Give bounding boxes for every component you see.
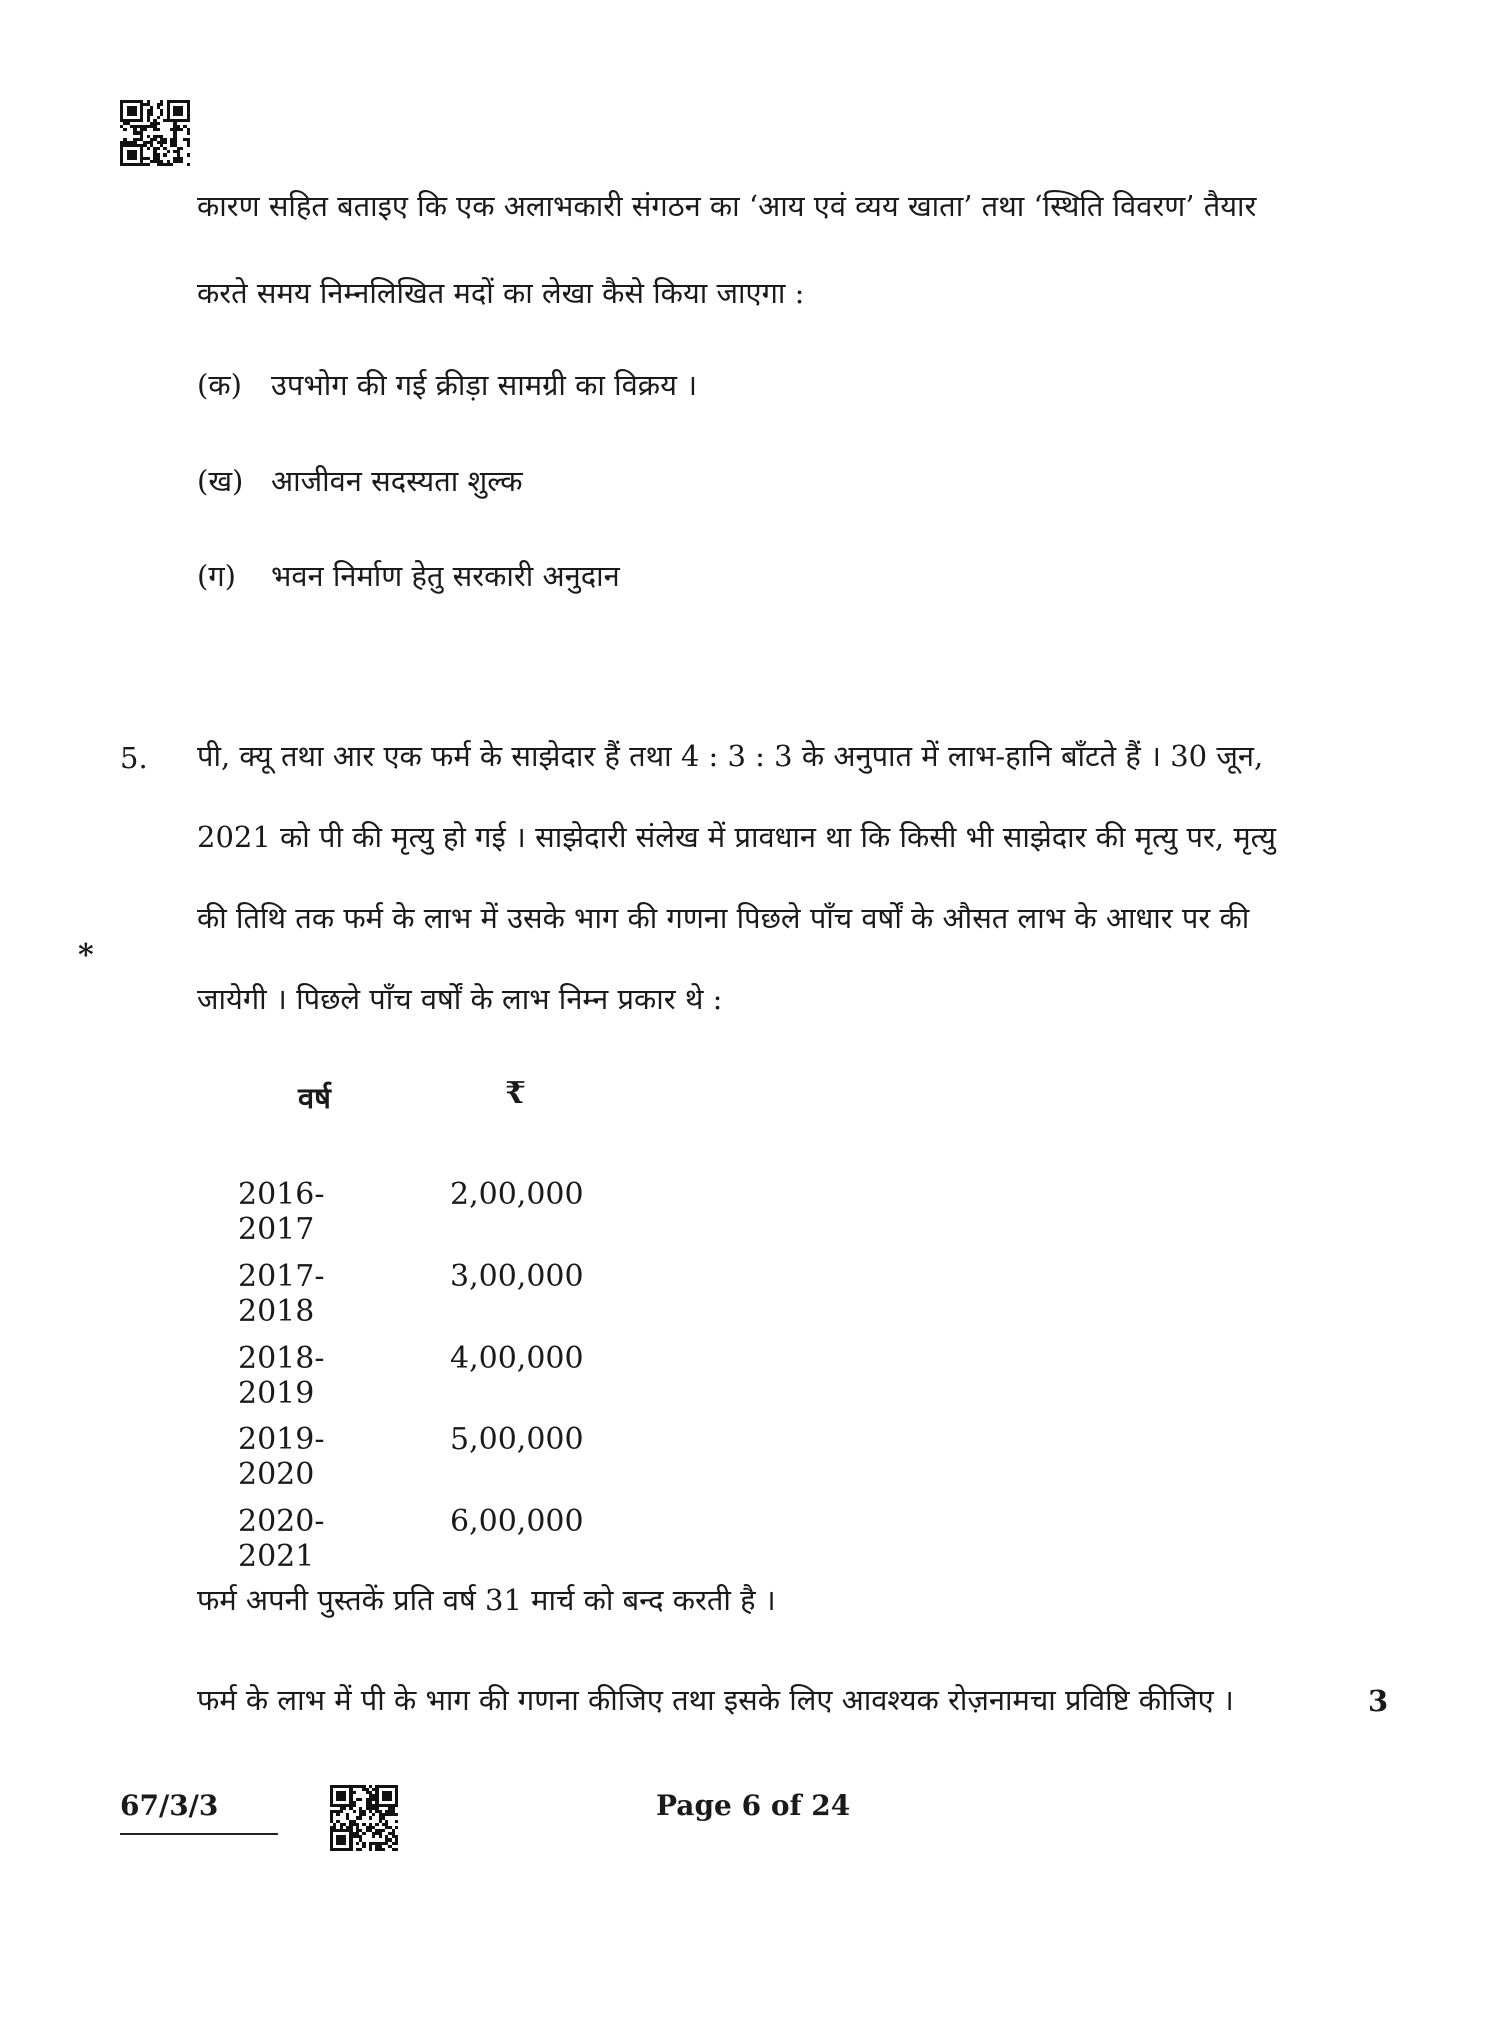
table-header-amount: ₹ [505, 1076, 526, 1111]
item-label: (ख) [197, 464, 244, 498]
row-amount: 4,00,000 [450, 1341, 584, 1376]
row-year: 2017-2018 [238, 1259, 325, 1329]
row-year: 2020-2021 [238, 1504, 325, 1574]
paper-code-underline [120, 1833, 278, 1835]
item-text: उपभोग की गई क्रीड़ा सामग्री का विक्रय । [271, 368, 698, 402]
paper-code: 67/3/3 [120, 1789, 219, 1822]
qr-code-bottom [330, 1785, 398, 1851]
qr-code-top [120, 100, 190, 166]
question-line-2: 2021 को पी की मृत्यु हो गई । साझेदारी संलेख में प्रावधान था कि किसी भी साझेदार की मृत्यु पर, मृत्यु [197, 820, 1276, 854]
intro-line-1: कारण सहित बताइए कि एक अलाभकारी संगठन का ‘आय एवं व्यय खाता’ तथा ‘स्थिति विवरण’ तैयार [197, 189, 1257, 223]
question-number: 5. [120, 741, 148, 775]
row-year: 2018-2019 [238, 1341, 325, 1411]
item-label: (क) [197, 368, 242, 402]
item-label: (ग) [197, 559, 236, 593]
page-number: Page 6 of 24 [656, 1789, 851, 1822]
row-year: 2016-2017 [238, 1177, 325, 1247]
task-text: फर्म के लाभ में पी के भाग की गणना कीजिए तथा इसके लिए आवश्यक रोज़नामचा प्रविष्टि कीजिए । [197, 1683, 1234, 1717]
item-text: आजीवन सदस्यता शुल्क [271, 464, 523, 498]
note-text: फर्म अपनी पुस्तकें प्रति वर्ष 31 मार्च को बन्द करती है । [197, 1583, 776, 1617]
item-kha [197, 464, 523, 499]
question-line-4: जायेगी । पिछले पाँच वर्षों के लाभ निम्न प्रकार थे : [197, 982, 723, 1016]
table-header-year: वर्ष [298, 1081, 331, 1115]
row-amount: 6,00,000 [450, 1504, 584, 1539]
row-amount: 3,00,000 [450, 1259, 584, 1294]
item-ga [197, 559, 620, 594]
item-text: भवन निर्माण हेतु सरकारी अनुदान [271, 559, 620, 593]
intro-line-2: करते समय निम्नलिखित मदों का लेखा कैसे किया जाएगा : [197, 276, 805, 310]
margin-asterisk: * [78, 938, 94, 973]
row-amount: 2,00,000 [450, 1177, 584, 1212]
row-year: 2019-2020 [238, 1422, 325, 1492]
marks: 3 [1368, 1684, 1389, 1718]
question-line-3: की तिथि तक फर्म के लाभ में उसके भाग की गणना पिछले पाँच वर्षों के औसत लाभ के आधार पर की [197, 901, 1250, 935]
row-amount: 5,00,000 [450, 1422, 584, 1457]
question-line-1: पी, क्यू तथा आर एक फर्म के साझेदार हैं तथा 4 : 3 : 3 के अनुपात में लाभ-हानि बाँटते हैं । 30 जून, [197, 739, 1264, 773]
item-ka [197, 368, 697, 403]
